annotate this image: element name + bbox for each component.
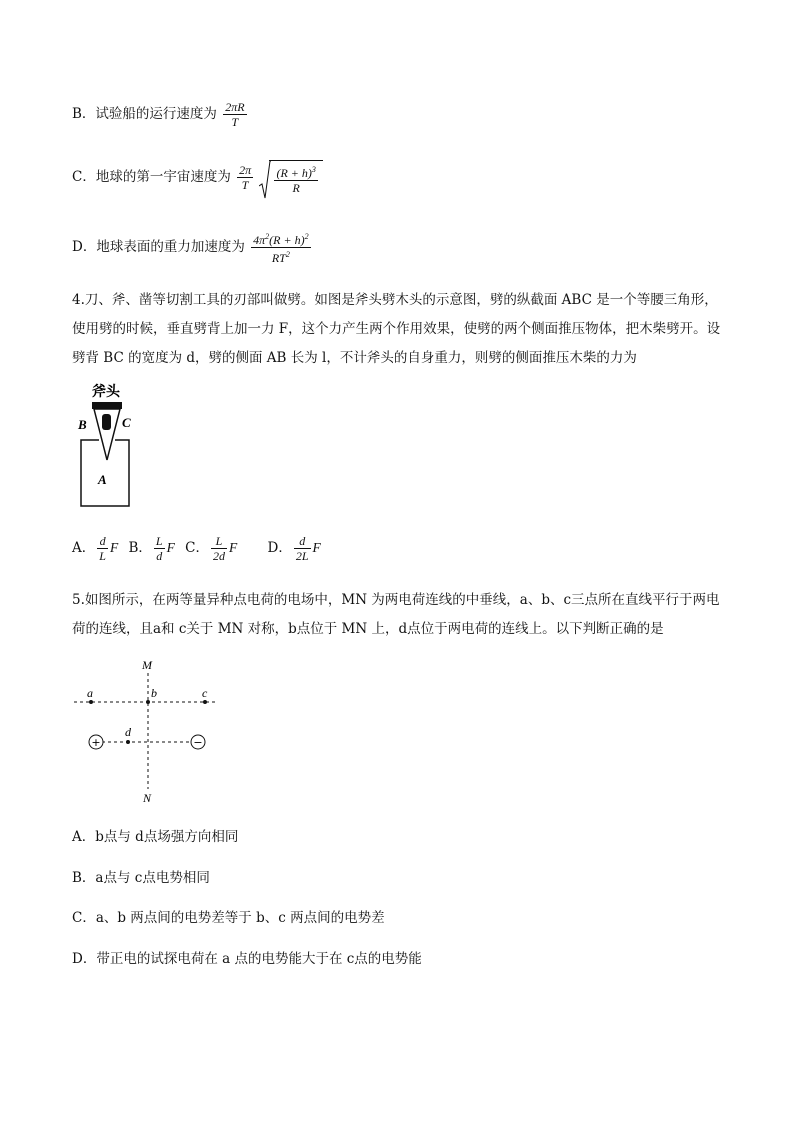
fraction-numerator: d <box>294 534 311 549</box>
radicand-exponent: 3 <box>311 165 316 174</box>
radicand-denominator: R <box>292 181 300 195</box>
q4-option-b[interactable] <box>128 534 175 563</box>
q4-option-a[interactable] <box>72 534 119 563</box>
point-b <box>146 700 150 704</box>
axe-handle-hole <box>102 414 111 430</box>
radicand-numerator: (R + h) <box>276 166 312 180</box>
q5-option-d[interactable]: D．带正电的试探电荷在 a 点的电势能大于在 c点的电势能 <box>72 951 422 967</box>
q5-option-c[interactable]: C．a、b 两点间的电势差等于 b、c 两点间的电势差 <box>72 910 385 926</box>
label-c: C <box>122 415 131 430</box>
fraction-denominator: 2d <box>212 549 225 563</box>
option-label: D． <box>267 540 292 556</box>
square-root <box>259 160 322 195</box>
numerator-exponent: 2 <box>265 232 270 241</box>
label-d: d <box>125 725 131 739</box>
numerator-part: 4π <box>253 233 266 247</box>
fraction-numerator: L <box>211 534 227 549</box>
q3-option-b[interactable] <box>72 100 249 129</box>
force-symbol: F <box>109 540 119 555</box>
q3-option-b-fraction <box>223 100 246 129</box>
label-b: b <box>151 686 157 700</box>
option-label: B． <box>128 540 152 556</box>
label-c: c <box>202 686 208 700</box>
fraction-numerator: 2π <box>239 163 252 177</box>
q3-option-c-text: C．地球的第一宇宙速度为 <box>72 169 231 185</box>
label-m: M <box>142 658 152 672</box>
option-label: A． <box>72 540 96 556</box>
fraction-numerator: 2πR <box>225 100 245 114</box>
axe-title: 斧头 <box>92 384 120 400</box>
label-a: A <box>98 472 107 487</box>
fraction-numerator: L <box>155 534 163 548</box>
q4-option-c[interactable] <box>185 534 238 563</box>
q3-option-c-fraction <box>237 163 253 192</box>
numerator-exponent: 2 <box>304 232 309 241</box>
fraction-denominator: L <box>99 549 106 563</box>
q4-stem: 4.刀、斧、凿等切割工具的刃部叫做劈。如图是斧头劈木头的示意图，劈的纵截面 ABC 是一个等腰三角形，使用劈的时候，垂直劈背上加一力 F，这个力产生两个作用效果，使劈的两个侧面推压物体，把木柴劈开。设劈背 BC 的宽度为 d，劈的侧面 AB 长为 l，不计斧头的自身重力，则劈的侧面推压木柴的力为 <box>72 292 721 366</box>
force-symbol: F <box>228 540 238 555</box>
q3-option-d[interactable] <box>72 230 313 265</box>
radicand-fraction <box>274 163 317 195</box>
minus-sign: − <box>193 736 203 749</box>
radical-sign-icon <box>259 160 271 200</box>
q4-options <box>72 534 327 563</box>
fraction-denominator: T <box>231 115 239 129</box>
q3-option-d-text: D．地球表面的重力加速度为 <box>72 239 245 255</box>
fraction-denominator: d <box>156 549 163 563</box>
q5-option-b[interactable]: B．a点与 c点电势相同 <box>72 870 210 886</box>
axe-wood-figure <box>72 380 142 510</box>
q5-stem: 5.如图所示，在两等量异种点电荷的电场中，MN 为两电荷连线的中垂线，a、b、c三点所在直线平行于两电荷的连线，且a和 c关于 MN 对称，b点位于 MN 上，d点位于两电荷的连线上。以下判断正确的是 <box>72 592 720 637</box>
option-label: C． <box>185 540 209 556</box>
fraction-denominator: T <box>241 178 249 192</box>
force-symbol: F <box>312 540 321 555</box>
fraction-numerator: d <box>97 534 108 549</box>
label-a: a <box>87 686 93 700</box>
label-n: N <box>143 791 152 805</box>
point-c <box>203 700 207 704</box>
q3-option-c[interactable] <box>72 160 323 195</box>
charge-field-figure <box>72 655 222 805</box>
plus-sign: + <box>91 736 101 749</box>
fraction-denominator: 2L <box>295 549 309 563</box>
q4-option-d[interactable] <box>267 534 321 563</box>
denominator-part: RT <box>271 251 286 265</box>
numerator-part: (R + h) <box>269 233 305 247</box>
point-a <box>89 700 93 704</box>
q3-option-b-text: B．试验船的运行速度为 <box>72 106 217 122</box>
axe-back <box>92 402 122 409</box>
q3-option-d-fraction <box>251 230 310 265</box>
force-symbol: F <box>166 540 175 555</box>
label-b: B <box>78 417 87 432</box>
q5-option-a[interactable]: A．b点与 d点场强方向相同 <box>72 829 239 845</box>
denominator-exponent: 2 <box>285 250 290 259</box>
point-d <box>126 740 130 744</box>
